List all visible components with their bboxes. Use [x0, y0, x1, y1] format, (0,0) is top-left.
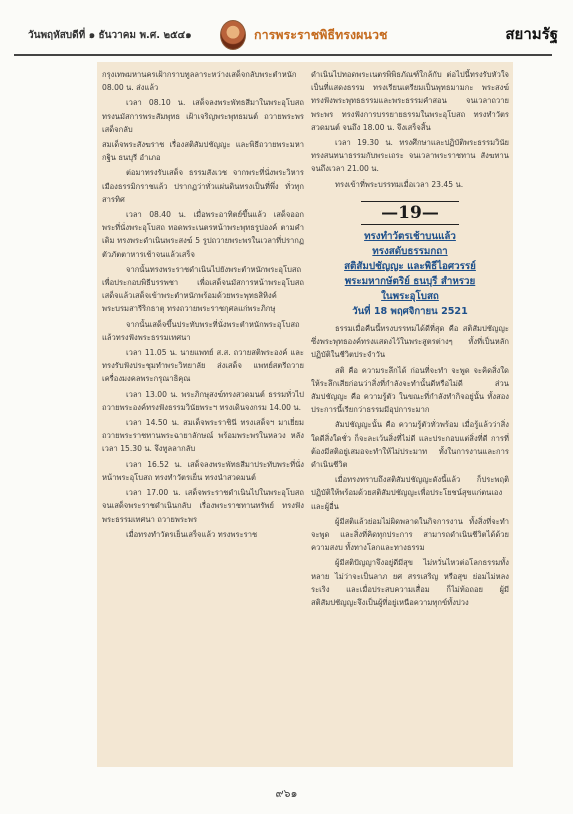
paragraph: ดำเนินไปทอดพระเนตรพิพิธภัณฑ์ใกล้กับ ต่อไปนี้ทรงรับหัวใจเป็นที่แสดงธรรม ทรงเรียนเตรียมเป็นพุทธมามกะ พระสงฆ์ทรงฟังพระพุทธธรรมและพระธรรมคำสอน จนเวลาถวายพระพร ทรงฟังการบรรยายธรรมในพระอุโบสถ ทรงทำวัตรสวดมนต์ จนถึง 18.00 น. จึงเสร็จสิ้น: [311, 70, 509, 132]
newspaper-brand: สยามรัฐ: [505, 25, 558, 43]
paragraph: สมเด็จพระสังฆราช เรื่องสติสัมปชัญญะ และพิธีถวายพระมหากฐิน ธนบุรี อำเภอ: [102, 140, 304, 163]
monk-portrait-icon: [220, 20, 246, 50]
chapter-title-line: พระมหากษัตริย์ ธนบุรี สำหรวย: [344, 275, 476, 287]
paragraph: จากนั้นทรงพระราชดำเนินไปยังพระตำหนักพระอุโบสถ เพื่อประกอบพิธีบรรพชา เพื่อเสด็จนมัสการหน้าพระอุโบสถ เสด็จแล้วเสด็จเข้าพระตำหนักพร้อมด้วยพระพุทธสิหิงค์ พระบรมสารีริกธาตุ ทรงถวายพระราชกุศลแก่พระภิกษุ: [102, 264, 304, 314]
paragraph: เวลา 17.00 น. เสด็จพระราชดำเนินไปในพระอุโบสถ จนเสด็จพระราชดำเนินกลับ เรื่องพระราชทานทรัพย์ ทรงฟังพระธรรมเทศนา ถวายพระพร: [102, 488, 304, 524]
paragraph: จากนั้นเสด็จขึ้นประทับพระที่นั่งพระตำหนักพระอุโบสถ แล้วทรงฟังพระธรรมเทศนา: [102, 319, 300, 342]
page-header: [18, 20, 558, 50]
header-divider: [14, 54, 552, 56]
paragraph: สัมปชัญญะนั้น คือ ความรู้ตัวทั่วพร้อม เมื่อรู้แล้วว่าสิ่งใดดีสิ่งใดชั่ว ก็จะละเว้นสิ่งที่ไม่ดี และประกอบแต่สิ่งที่ดี การที่ต้องมีสติอยู่เสมอจะทำให้ไม่ประมาท ทั้งในการงานและการดำเนินชีวิต: [311, 420, 509, 470]
paragraph: ธรรมเมื่อคืนนี้ทรงบรรทมได้ดีที่สุด คือ สติสัมปชัญญะ ซึ่งพระพุทธองค์ทรงแสดงไว้ในพระสูตรต่างๆ ทั้งที่เป็นหลักปฏิบัติในชีวิตประจำวัน: [311, 324, 509, 360]
chapter-title-line: สติสัมปชัญญะ และพิธีไอศวรรย์: [344, 260, 476, 272]
article-clipping: [97, 62, 513, 767]
chapter-heading: [311, 201, 509, 318]
right-column: [311, 68, 509, 763]
chapter-title-line: ในพระอุโบสถ: [381, 290, 439, 302]
paragraph: ต่อมาทรงรับเสด็จ ธรรมสังเวช จากพระที่นั่งพระวิหารเมืองธรรมิกราชแล้ว ปรากฏว่าทั่วแผ่นดินทรงเป็นที่พึ่ง ทั่วทุกสารทิศ: [102, 168, 304, 204]
chapter-title-line: ทรงสดับธรรมกถา: [372, 245, 448, 257]
chapter-title-line: ทรงทำวัตรเช้าบนแล้ว: [364, 230, 456, 242]
paragraph: เวลา 11.05 น. นายแพทย์ ส.ส. ถวายสติพระองค์ และทรงรับฟังประชุมทำพระวิทยาลัย ส่งเสด็จ แพทย์สตรีถวายเครื่องมงคลพระกรุณาธิคุณ: [102, 348, 304, 384]
header-date: วันพฤหัสบดีที่ ๑ ธันวาคม พ.ศ. ๒๕๔๑: [28, 30, 192, 41]
paragraph: เวลา 19.30 น. ทรงศึกษาและปฏิบัติพระธรรมวินัย ทรงสนทนาธรรมกับพระเถระ จนเวลาพระราชทาน สังฆทาน จนถึงเวลา 21.00 น.: [311, 138, 509, 174]
chapter-number: —19—: [361, 201, 459, 225]
chapter-date: วันที่ 18 พฤศจิกายน 2521: [352, 305, 468, 317]
paragraph: เมื่อทรงทำวัตรเย็นเสร็จแล้ว ทรงพระราช: [126, 529, 258, 539]
paragraph: เมื่อทรงทราบถึงสติสัมปชัญญะดังนี้แล้ว ก็ประพฤติปฏิบัติให้พร้อมด้วยสติสัมปชัญญะเพื่อประโยชน์สุขแก่ตนเองและผู้อื่น: [311, 475, 509, 511]
page-number: ๙๖๑: [275, 787, 298, 800]
paragraph: เวลา 08.40 น. เมื่อพระอาทิตย์ขึ้นแล้ว เสด็จออกพระที่นั่งพระอุโบสถ ทอดพระเนตรหน้าพระพุทธรูปองค์ ตามคำเดิม ทรงพระดำเนินพระสงฆ์ 5 รูปถวายพระพรในเวลาที่ปรากฏตัวภัตตาหารเช้าจนแล้วเสร็จ: [102, 210, 304, 259]
paragraph: ทรงเข้าที่พระบรรทมเมื่อเวลา 23.45 น.: [335, 179, 464, 189]
paragraph: เวลา 14.50 น. สมเด็จพระราชินี ทรงเสด็จฯ มาเยี่ยมถวายพระราชทานพระฉายาลักษณ์ พร้อมพระพรในหลวง หลังเวลา 15.30 น. จึงทูลลากลับ: [102, 418, 304, 454]
paragraph: สติ คือ ความระลึกได้ ก่อนที่จะทำ จะพูด จะคิดสิ่งใด ให้ระลึกเสียก่อนว่าสิ่งที่กำลังจะทำนั้นดีหรือไม่ดี ส่วนสัมปชัญญะ คือ ความรู้ตัว ในขณะที่กำลังทำกิจอยู่นั้น ทั้งสองประการนี้เรียกว่าธรรมมีอุปการะมาก: [311, 365, 509, 415]
left-column: [102, 68, 304, 763]
paragraph: กรุงเทพมหานครเฝ้ากราบทูลลาระหว่างเสด็จกลับพระตำหนัก 08.00 น. ส่งแล้ว: [102, 70, 297, 93]
paragraph: ผู้มีสติปัญญาจึงอยู่ดีมีสุข ไม่หวั่นไหวต่อโลกธรรมทั้งหลาย ไม่ว่าจะเป็นลาภ ยศ สรรเสริญ หรือสุข ย่อมไม่หลงระเริง และเมื่อประสบความเสื่อม ก็ไม่ท้อถอย ผู้มีสติสัมปชัญญะจึงเป็นผู้ที่อยู่เหนือความทุกข์ทั้งปวง: [311, 558, 509, 608]
paragraph: เวลา 16.52 น. เสด็จลงพระพัทธสีมาประทับพระที่นั่งหน้าพระอุโบสถ ทรงทำวัตรเย็น ทรงนำสวดมนต์: [102, 459, 304, 482]
paragraph: เวลา 13.00 น. พระภิกษุสงฆ์ทรงสวดมนต์ ธรรมทั่วไป ถวายพระองค์ทรงฟังธรรมวินัยพระฯ ทรงเดินจงกรม 14.00 น.: [102, 389, 304, 412]
paragraph: ผู้มีสติแล้วย่อมไม่ผิดพลาดในกิจการงาน ทั้งสิ่งที่จะทำ จะพูด และสิ่งที่คิดทุกประการ สามารถดำเนินชีวิตได้ด้วยความสงบ ทั้งทางโลกและทางธรรม: [311, 516, 509, 553]
header-title: การพระราชพิธีทรงผนวช: [254, 27, 388, 42]
paragraph: เวลา 08.10 น. เสด็จลงพระพัทธสีมาในพระอุโบสถ ทรงนมัสการพระสัมพุทธ เฝ้าเจริญพระพุทธมนต์ ถวายพระพร เสด็จกลับ: [102, 98, 304, 134]
